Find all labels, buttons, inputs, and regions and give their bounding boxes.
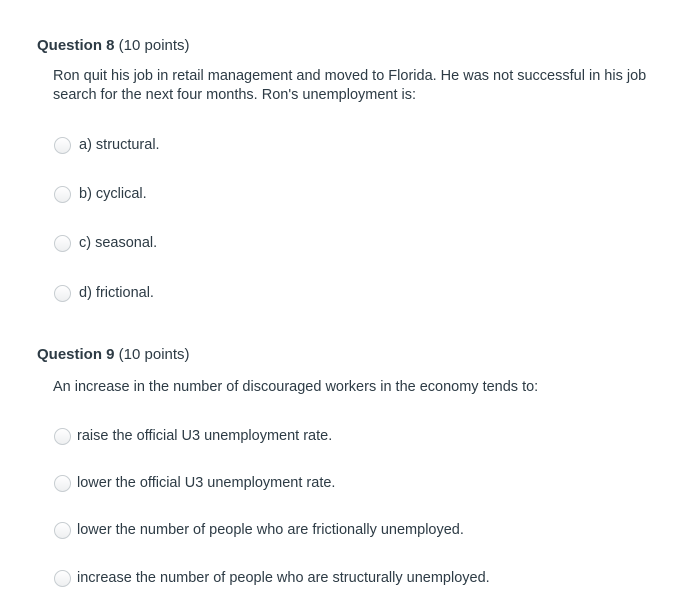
question-8-points: (10 points) (114, 37, 190, 54)
radio-button[interactable] (54, 570, 71, 587)
question-8-answer-c[interactable] (54, 232, 157, 254)
radio-button[interactable] (54, 235, 71, 252)
question-9-answer-c[interactable] (54, 519, 464, 541)
question-9-heading (37, 346, 190, 363)
question-9-text: An increase in the number of discouraged workers in the economy tends to: (53, 379, 539, 395)
answer-label: raise the official U3 unemployment rate. (77, 428, 333, 444)
radio-button[interactable] (54, 285, 71, 302)
radio-button[interactable] (54, 186, 71, 203)
radio-button[interactable] (54, 137, 71, 154)
radio-button[interactable] (54, 522, 71, 539)
question-8-text: Ron quit his job in retail management and moved to Florida. He was not successful in his job search for the next four months. Ron's unemployment is: (53, 68, 647, 103)
question-8-answer-d[interactable] (54, 282, 154, 304)
question-9-answer-a[interactable] (54, 425, 332, 447)
question-8-title: Question 8 (37, 37, 115, 54)
question-8-answer-a[interactable] (54, 134, 160, 156)
question-9-answer-d[interactable] (54, 567, 490, 589)
answer-label: c) seasonal. (79, 235, 158, 251)
radio-button[interactable] (54, 475, 71, 492)
question-9-points: (10 points) (114, 346, 190, 363)
answer-label: a) structural. (79, 137, 160, 153)
answer-label: lower the number of people who are frictionally unemployed. (77, 522, 464, 538)
answer-label: b) cyclical. (79, 186, 147, 202)
radio-button[interactable] (54, 428, 71, 445)
question-8-heading (37, 37, 190, 54)
answer-label: d) frictional. (79, 285, 154, 301)
question-9-title: Question 9 (37, 346, 115, 363)
question-8-answer-b[interactable] (54, 183, 147, 205)
answer-label: lower the official U3 unemployment rate. (77, 475, 336, 491)
question-9-answer-b[interactable] (54, 472, 335, 494)
answer-label: increase the number of people who are structurally unemployed. (77, 570, 490, 586)
